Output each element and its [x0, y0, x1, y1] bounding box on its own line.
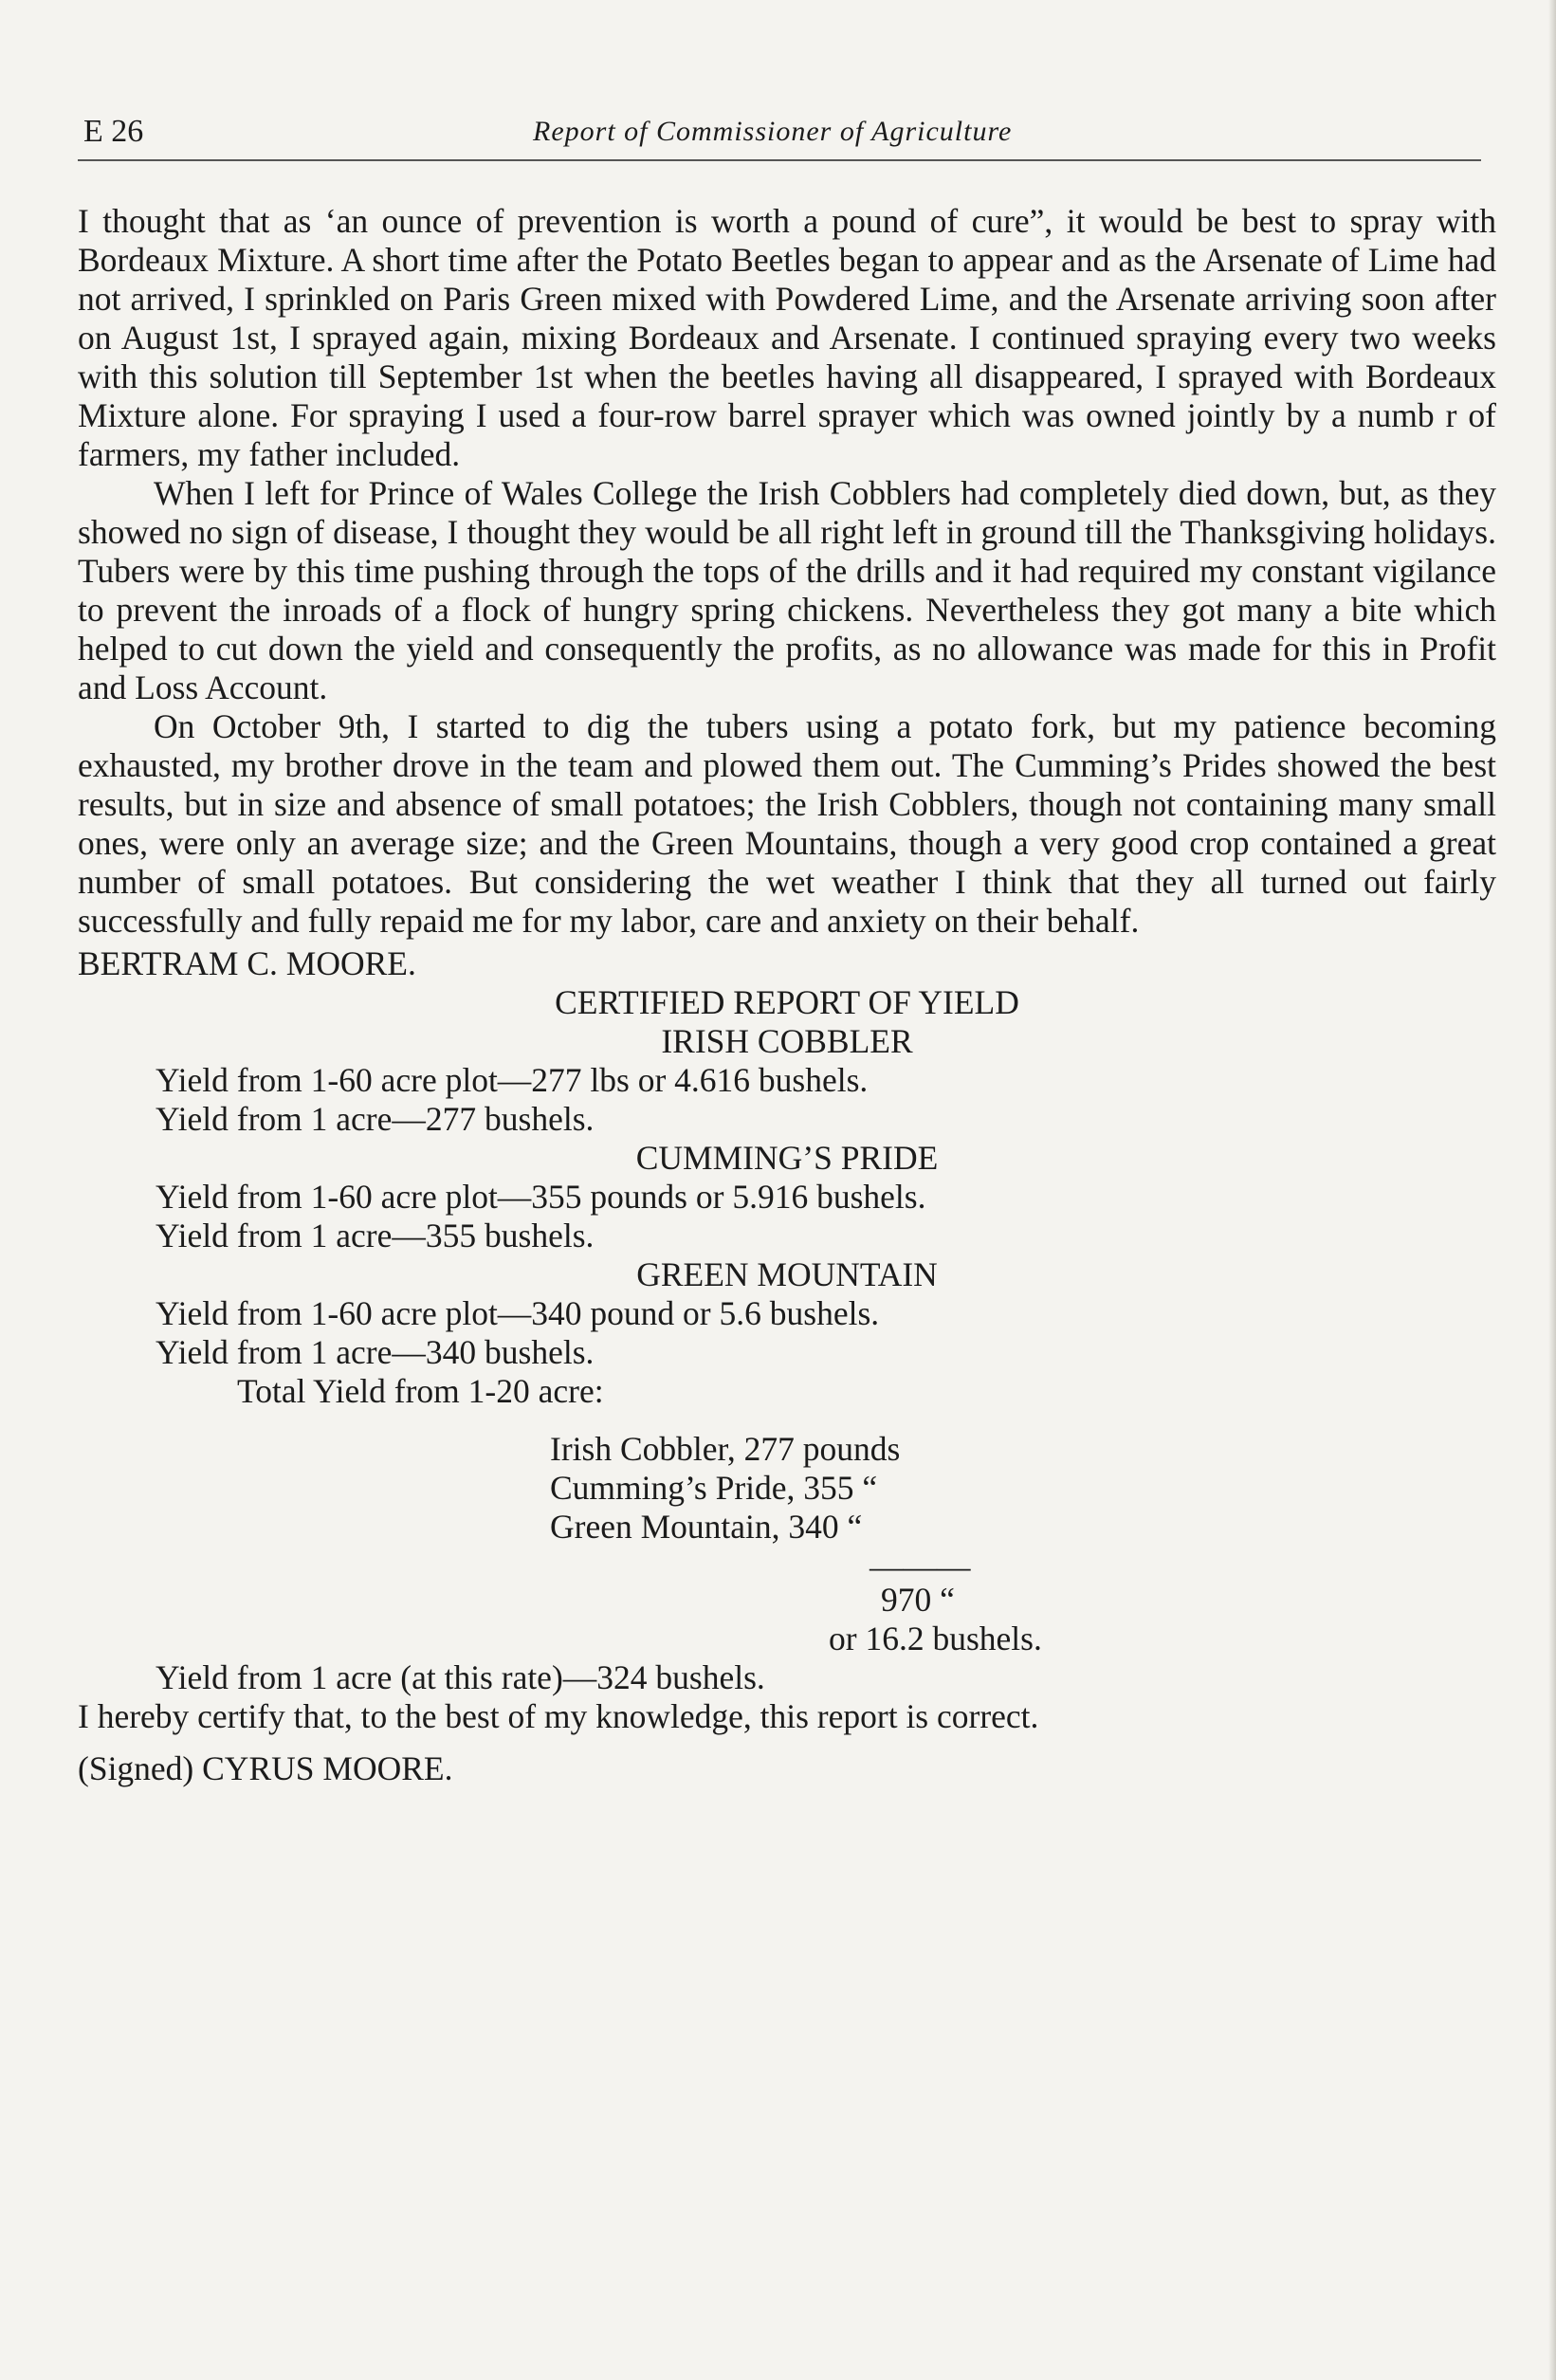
- running-title: Report of Commissioner of Agriculture: [533, 116, 1013, 147]
- per-acre-yield: Yield from 1 acre (at this rate)—324 bushels.: [156, 1658, 765, 1696]
- sum-rule: ———: [870, 1547, 971, 1585]
- author-signature: BERTRAM C. MOORE.: [78, 944, 416, 982]
- yield-line: Yield from 1 acre—277 bushels.: [156, 1100, 595, 1138]
- page-edge-shadow: [1548, 0, 1556, 2380]
- variety-heading-irish-cobbler: IRISH COBBLER: [661, 1022, 913, 1060]
- total-yield-label: Total Yield from 1-20 acre:: [237, 1372, 604, 1410]
- sum-bushels: or 16.2 bushels.: [829, 1620, 1042, 1657]
- variety-heading-cummings-pride: CUMMING’S PRIDE: [635, 1139, 939, 1177]
- variety-heading-green-mountain: GREEN MOUNTAIN: [636, 1255, 938, 1293]
- certification-statement: I hereby certify that, to the best of my knowledge, this report is correct.: [78, 1697, 1039, 1735]
- yield-line: Yield from 1-60 acre plot—277 lbs or 4.616 bushels.: [156, 1061, 869, 1099]
- total-line: Cumming’s Pride, 355 “: [550, 1469, 878, 1507]
- yield-line: Yield from 1-60 acre plot—355 pounds or 5.916 bushels.: [156, 1178, 926, 1216]
- paragraph-spraying: I thought that as ‘an ounce of prevention is worth a pound of cure”, it would be best to spray with Bordeaux Mixture. A short time after the Potato Beetles began to appear and as the Arsenate of Lime had not arrived, I sprinkled on Paris Green mixed with Powdered Lime, and the Arsenate arriving soon after on August 1st, I sprayed again, mixing Bordeaux and Arsenate. I continued spraying every two weeks with this solution till September 1st when the beetles having all disappeared, I sprayed with Bordeaux Mixture alone. For spraying I used a four-row barrel sprayer which was owned jointly by a numb r of farmers, my father included.: [78, 202, 1496, 473]
- yield-line: Yield from 1-60 acre plot—340 pound or 5.6 bushels.: [156, 1294, 880, 1332]
- report-title: CERTIFIED REPORT OF YIELD: [555, 983, 1019, 1021]
- paragraph-harvest: On October 9th, I started to dig the tubers using a potato fork, but my patience becoming exhausted, my brother drove in the team and plowed them out. The Cumming’s Prides showed the best results, but in size and absence of small potatoes; the Irish Cobblers, though not containing many small ones, were only an average size; and the Green Mountains, though a very good crop contained a great number of small potatoes. But considering the wet weather I think that they all turned out fairly successfully and fully repaid me for my labor, care and anxiety on their behalf.: [78, 707, 1496, 940]
- page-body: [78, 202, 1496, 1788]
- page-number: E 26: [83, 114, 144, 149]
- yield-line: Yield from 1 acre—340 bushels.: [156, 1333, 595, 1371]
- signed-signature: (Signed) CYRUS MOORE.: [78, 1749, 453, 1787]
- yield-line: Yield from 1 acre—355 bushels.: [156, 1217, 595, 1254]
- total-line: Green Mountain, 340 “: [550, 1508, 863, 1546]
- paragraph-college: When I left for Prince of Wales College the Irish Cobblers had completely died down, but, as they showed no sign of disease, I thought they would be all right left in ground till the Thanksgiving holidays. Tubers were by this time pushing through the tops of the drills and it had required my constant vigilance to prevent the inroads of a flock of hungry spring chickens. Nevertheless they got many a bite which helped to cut down the yield and consequently the profits, as no allowance was made for this in Profit and Loss Account.: [78, 474, 1496, 706]
- page-header: [78, 112, 1481, 161]
- total-line: Irish Cobbler, 277 pounds: [550, 1430, 901, 1468]
- sum-pounds: 970 “: [881, 1581, 955, 1619]
